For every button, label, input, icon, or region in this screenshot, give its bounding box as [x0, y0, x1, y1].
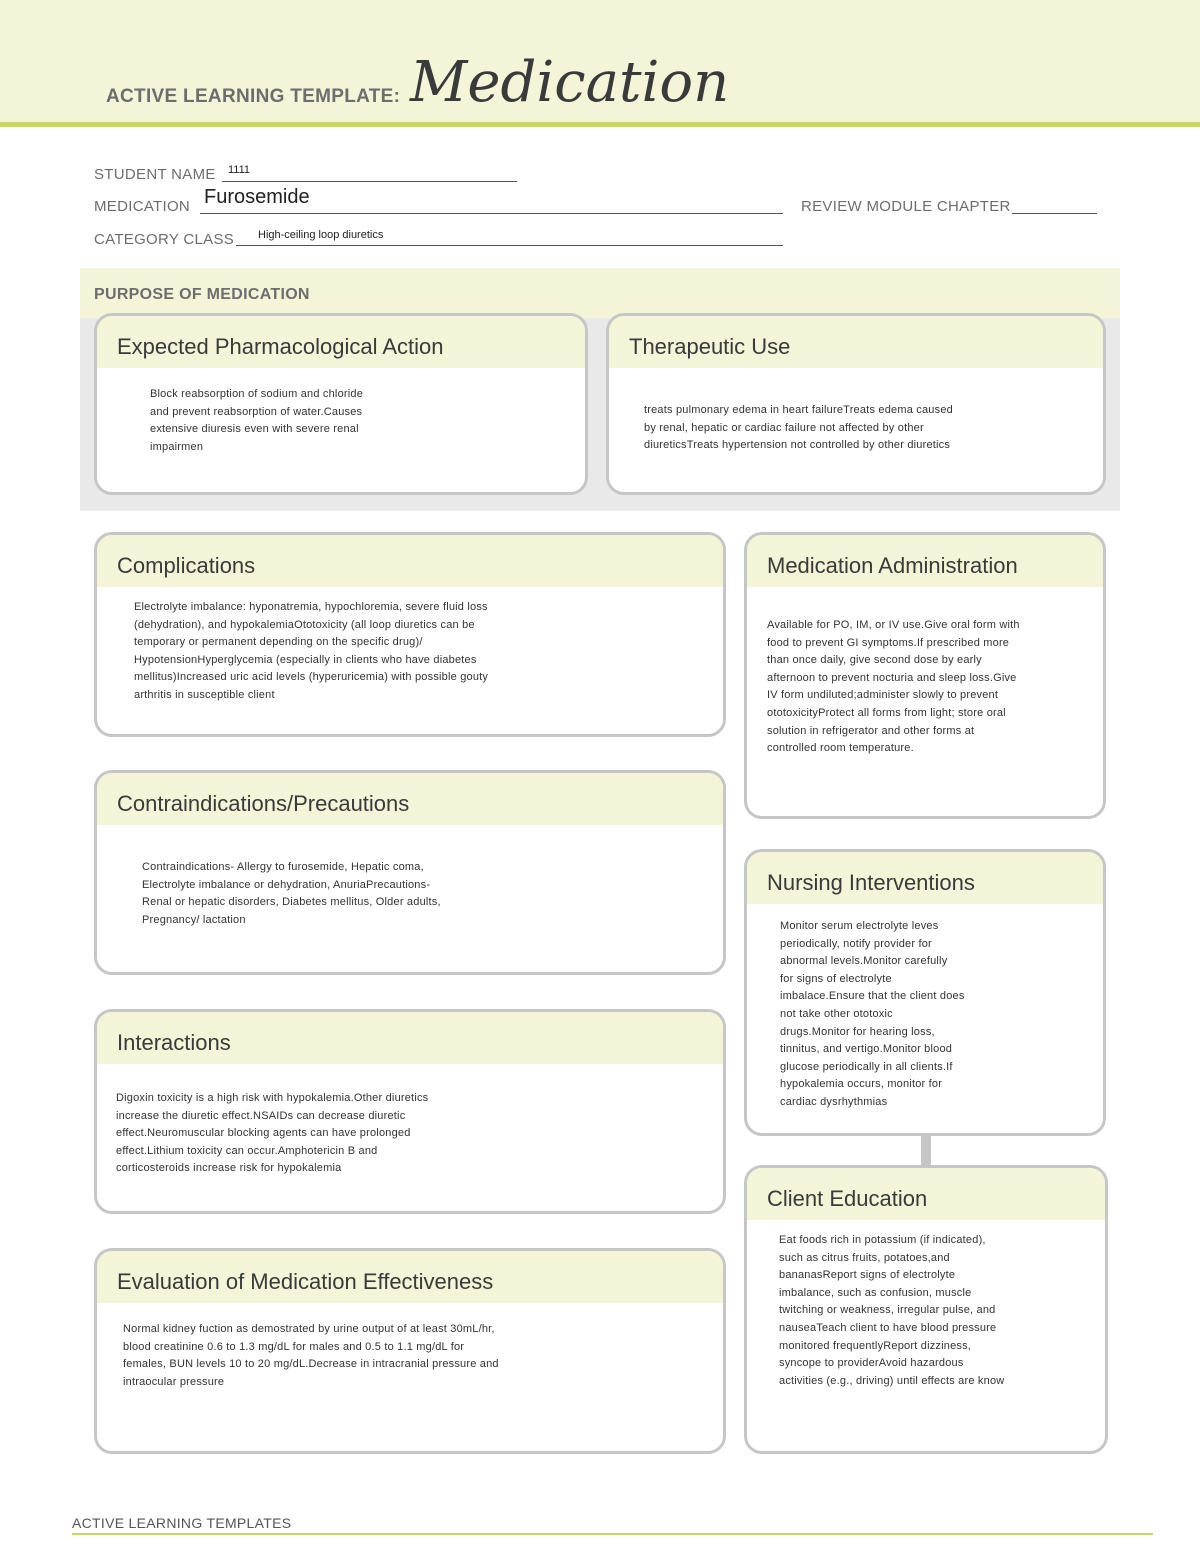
interactions-box [94, 1009, 726, 1214]
client-education-title: Client Education [767, 1186, 928, 1211]
complications-box [94, 532, 726, 737]
contraindications-title: Contraindications/Precautions [117, 791, 410, 816]
purpose-label: PURPOSE OF MEDICATION [94, 286, 310, 303]
student-name-line [222, 181, 517, 182]
medication-administration-box [744, 532, 1106, 819]
medication-line [200, 213, 783, 214]
footer-divider [72, 1533, 1153, 1535]
student-name-label: STUDENT NAME [94, 166, 216, 183]
review-module-line[interactable] [1012, 213, 1097, 214]
interactions-text[interactable]: Digoxin toxicity is a high risk with hypokalemia.Other diuretics increase the diuretic effect.NSAIDs can decrease diuretic effect.Neuromuscular blocking agents can have prolonged effect.Lithium toxicity can occur.Amphotericin B and corticosteroids increase risk for hypokalemia [116, 1092, 429, 1175]
therapeutic-use-box [606, 313, 1106, 495]
therapeutic-use-title: Therapeutic Use [629, 334, 791, 359]
evaluation-box [94, 1248, 726, 1454]
medication-administration-text[interactable]: Available for PO, IM, or IV use.Give oral form with food to prevent GI symptoms.If prescribed more than once daily, give second dose by early afternoon to prevent nocturia and sleep loss.Give IV form undiluted;administer slowly to prevent ototoxicityProtect all forms from light; store oral solution in refrigerator and other forms at controlled room temperature. [767, 619, 1020, 755]
box-connector [921, 1133, 931, 1169]
medication-value[interactable]: Furosemide [204, 186, 310, 208]
header-divider [0, 122, 1200, 127]
contraindications-text[interactable]: Contraindications- Allergy to furosemide, Hepatic coma, Electrolyte imbalance or dehydration, AnuriaPrecautions- Renal or hepatic disorders, Diabetes mellitus, Older adults, Pregnancy/ lactation [142, 861, 441, 926]
category-class-value[interactable]: High-ceiling loop diuretics [258, 229, 384, 241]
client-education-text[interactable]: Eat foods rich in potassium (if indicated), such as citrus fruits, potatoes,and bananasReport signs of electrolyte imbalance, such as confusion, muscle twitching or weakness, irregular pulse, and nauseaTeach client to have blood pressure monitored frequentlyReport dizziness, syncope to providerAvoid hazardous activities (e.g., driving) until effects are know [779, 1234, 1005, 1387]
expected-action-box [94, 313, 588, 495]
complications-text[interactable]: Electrolyte imbalance: hyponatremia, hypochloremia, severe fluid loss (dehydration), and hypokalemiaOtotoxicity (all loop diuretics can be temporary or permanent depending on the specific drug)/ HypotensionHyperglycemia (especially in clients who have diabetes mellitus)Increased uric acid levels (hyperuricemia) with possible gouty arthritis in susceptible client [134, 601, 489, 701]
category-class-line [236, 245, 783, 246]
template-label: ACTIVE LEARNING TEMPLATE: [106, 86, 401, 107]
complications-title: Complications [117, 553, 256, 578]
nursing-interventions-box [744, 849, 1106, 1136]
medication-label: MEDICATION [94, 198, 191, 215]
footer-text: ACTIVE LEARNING TEMPLATES [72, 1515, 292, 1531]
category-class-label: CATEGORY CLASS [94, 231, 235, 248]
nursing-interventions-title: Nursing Interventions [767, 870, 975, 895]
expected-action-text[interactable]: Block reabsorption of sodium and chloride and prevent reabsorption of water.Causes extensive diuresis even with severe renal impairmen [150, 388, 364, 453]
client-education-box [744, 1165, 1108, 1454]
interactions-title: Interactions [117, 1030, 231, 1055]
nursing-interventions-text[interactable]: Monitor serum electrolyte leves periodically, notify provider for abnormal levels.Monitor carefully for signs of electrolyte imbalace.Ensure that the client does not take other ototoxic drugs.Monitor for hearing loss, tinnitus, and vertigo.Monitor blood glucose periodically in all clients.If hypokalemia occurs, monitor for cardiac dysrhythmias [780, 920, 965, 1108]
template-title: Medication [410, 50, 730, 115]
expected-action-title: Expected Pharmacological Action [117, 334, 444, 359]
student-name-value[interactable]: 1111 [228, 164, 251, 176]
review-module-label: REVIEW MODULE CHAPTER [801, 198, 1011, 215]
medication-administration-title: Medication Administration [767, 553, 1018, 578]
evaluation-title: Evaluation of Medication Effectiveness [117, 1269, 494, 1294]
evaluation-text[interactable]: Normal kidney fuction as demostrated by urine output of at least 30mL/hr, blood creatinine 0.6 to 1.3 mg/dL for males and 0.5 to 1.1 mg/dL for females, BUN levels 10 to 20 mg/dL.Decrease in intracranial pressure and intraocular pressure [123, 1323, 499, 1388]
contraindications-box [94, 770, 726, 975]
therapeutic-use-text[interactable]: treats pulmonary edema in heart failureTreats edema caused by renal, hepatic or cardiac failure not affected by other diureticsTreats hypertension not controlled by other diuretics [644, 404, 953, 452]
